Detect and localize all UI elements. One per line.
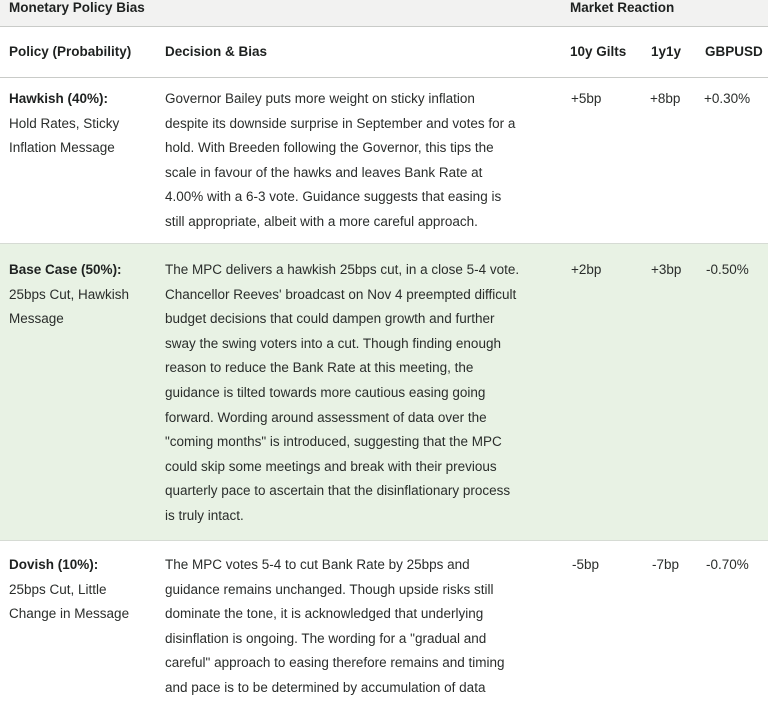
table-column-header <box>0 26 768 78</box>
decision-line: sway the swing voters into a cut. Though finding enough <box>165 335 501 351</box>
policy-column-header: Policy (Probability) <box>9 44 132 59</box>
market-reaction-header: Market Reaction <box>570 0 675 15</box>
policy-cell <box>9 87 149 161</box>
1y1y-value: +8bp <box>650 91 681 106</box>
decision-column-header: Decision & Bias <box>165 44 268 59</box>
decision-line: still appropriate, albeit with a more careful approach. <box>165 213 478 229</box>
decision-cell <box>165 258 560 529</box>
decision-line: The MPC delivers a hawkish 25bps cut, in a close 5-4 vote. <box>165 262 520 277</box>
decision-line: budget decisions that could dampen growth and further <box>165 311 495 327</box>
decision-line: "coming months" is introduced, suggesting that the MPC <box>165 434 502 450</box>
policy-subtitle-line: 25bps Cut, Hawkish <box>9 286 130 302</box>
decision-line: could skip some meetings and break with their previous <box>165 458 497 474</box>
1y1y-value: -7bp <box>652 557 680 572</box>
policy-cell <box>9 553 149 627</box>
monetary-policy-bias-header: Monetary Policy Bias <box>9 0 145 15</box>
decision-line: guidance remains unchanged. Though upside risks still <box>165 581 494 597</box>
decision-line: dominate the tone, it is acknowledged that underlying <box>165 606 484 622</box>
decision-line: forward. Wording around assessment of data over the <box>165 409 487 425</box>
gbpusd-value: -0.50% <box>706 262 749 277</box>
decision-cell <box>165 553 560 701</box>
decision-line: reason to reduce the Bank Rate at this meeting, the <box>165 360 474 376</box>
decision-line: Chancellor Reeves' broadcast on Nov 4 preempted difficult <box>165 286 517 302</box>
decision-line: careful" approach to easing therefore remains and timing <box>165 655 505 671</box>
gbpusd-column-header: GBPUSD <box>705 44 763 59</box>
decision-line: Governor Bailey puts more weight on sticky inflation <box>165 91 475 106</box>
decision-cell <box>165 87 560 235</box>
policy-subtitle-line: Message <box>9 311 64 327</box>
decision-line: quarterly pace to ascertain that the disinflationary process <box>165 483 511 499</box>
table-row-hawkish <box>0 78 768 243</box>
gbpusd-value: -0.70% <box>706 557 749 572</box>
decision-line: and pace is to be determined by accumulation of data <box>165 679 486 695</box>
decision-line: The MPC votes 5-4 to cut Bank Rate by 25bps and <box>165 557 470 572</box>
policy-title: Base Case (50%): <box>9 262 122 277</box>
policy-subtitle-line: 25bps Cut, Little <box>9 581 107 597</box>
policy-title: Dovish (10%): <box>9 557 99 572</box>
decision-line: despite its downside surprise in September and votes for a <box>165 115 516 131</box>
gilts-column-header: 10y Gilts <box>570 44 627 59</box>
gilts-value: -5bp <box>572 557 600 572</box>
table-row-base-case <box>0 243 768 541</box>
gbpusd-value: +0.30% <box>704 91 751 106</box>
1y1y-column-header: 1y1y <box>651 44 682 59</box>
gilts-value: +5bp <box>571 91 602 106</box>
decision-line: is truly intact. <box>165 507 244 523</box>
decision-line: hold. With Breeden following the Governor, this tips the <box>165 140 494 156</box>
policy-subtitle-line: Change in Message <box>9 606 130 622</box>
gilts-value: +2bp <box>571 262 602 277</box>
decision-line: scale in favour of the hawks and leaves Bank Rate at <box>165 164 483 180</box>
decision-line: disinflation is ongoing. The wording for a "gradual and <box>165 630 487 646</box>
1y1y-value: +3bp <box>651 262 682 277</box>
policy-subtitle-line: Inflation Message <box>9 140 115 156</box>
policy-cell <box>9 258 149 332</box>
table-group-header <box>0 0 768 26</box>
table-row-dovish <box>0 541 768 699</box>
policy-subtitle-line: Hold Rates, Sticky <box>9 115 120 131</box>
policy-title: Hawkish (40%): <box>9 91 109 106</box>
decision-line: guidance is tilted towards more cautious easing going <box>165 384 486 400</box>
decision-line: 4.00% with a 6-3 vote. Guidance suggests that easing is <box>165 189 502 205</box>
